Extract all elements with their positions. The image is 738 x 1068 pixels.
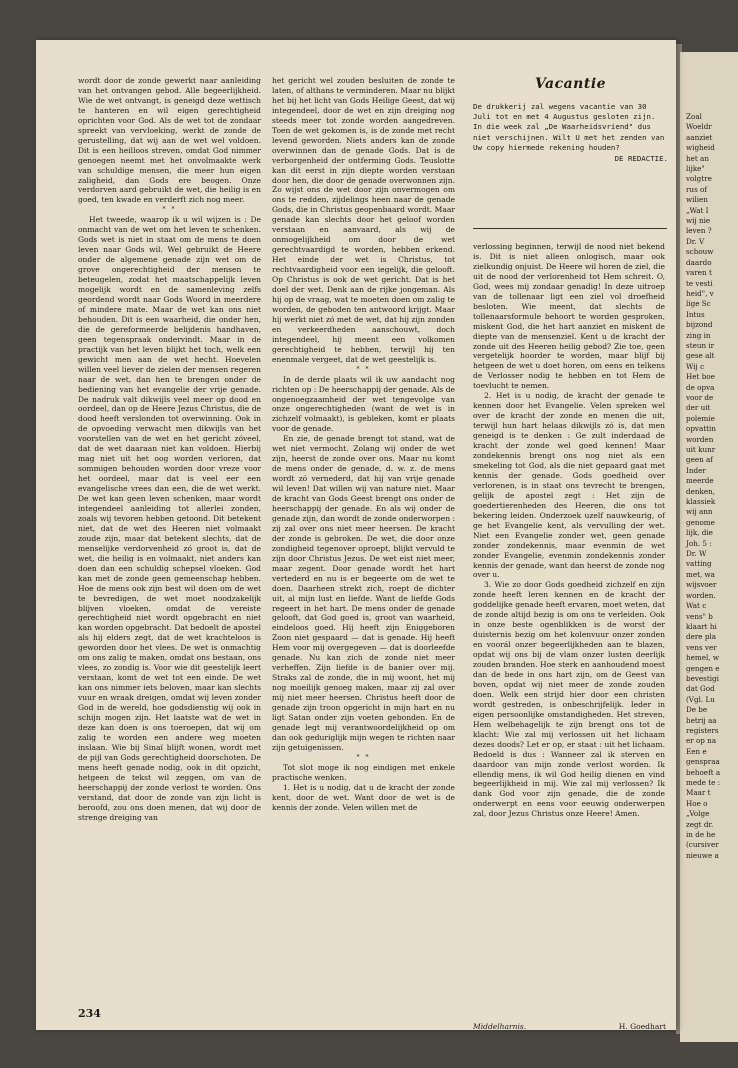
next-page-fragment: uit kunr xyxy=(686,445,716,454)
next-page-fragment: behoeft a xyxy=(686,767,721,777)
next-page-fragment: worden. xyxy=(686,590,716,600)
col1-paragraph-1: wordt door de zonde gewerkt naar aanleiding van het ontvangen gebod. Alle begeerlijkheid. Wie de wet ontvangt, is geneigd deze wettisch te hanteren en wil eigen gerechtigheid oprichten voor God. Als de wet tot de zondaar spreekt van vervloeking, werkt de zonde de gerustelling, dat wij aan de wet wel voldoen. Dit is een heilloos streven, omdat God nimmer genoegen neemt met het onvolmaakte werk van schuldige mensen, die meer hun eigen zaligheid, dan Gods ere beogen. Onze verdorven aard gebruikt de wet, die heilig is en goed, ten kwade en verderft zich nog meer. xyxy=(78,76,261,205)
next-page-fragment: genome xyxy=(686,517,715,527)
next-page-fragment: Zoal xyxy=(686,112,702,121)
next-page-fragment: meerde xyxy=(686,476,714,486)
column-1 xyxy=(78,76,261,822)
next-page-fragment: in de he xyxy=(686,830,716,840)
column-2 xyxy=(272,76,455,813)
col2-paragraph-2: In de derde plaats wil ik uw aandacht nog richten op : De heerschappij der genade. Als de ongenoegzaamheid der wet tengevolge van onze ongerechtigheden (want de wet is in zichzelf volmaakt), is gebleken, komt er plaats voor de genade. xyxy=(272,374,455,434)
next-page-fragment: Het boe xyxy=(686,372,715,382)
next-page-fragment: worden xyxy=(686,434,714,444)
next-page-fragment: lijk, die xyxy=(686,528,713,538)
section-separator: * * xyxy=(162,206,177,214)
section-separator: * * xyxy=(356,753,371,761)
next-page-fragment: hetrij aa xyxy=(686,715,717,725)
author-signature: H. Goedhart xyxy=(618,1022,666,1031)
next-page-fragment: genspraa xyxy=(686,757,720,767)
next-page-fragment: rus of xyxy=(686,184,708,194)
notice-divider xyxy=(473,228,667,229)
next-page-fragment: het an xyxy=(686,153,709,163)
next-page-fragment: vens" b xyxy=(686,611,713,621)
col2-paragraph-1: het gericht wel zouden besluiten de zonde te laten, of althans te verminderen. Maar nu blijkt het bij het licht van Gods Heilige Geest, dat wij integendeel, door de wet en zijn dreiging nog steeds meer tot zonde worden aangedreven. Toen de wet gekomen is, is de zonde met recht levend geworden. Niets anders kan de zonde overwinnen dan de genade Gods. Dat is de verborgenheid der ontferming Gods. Teuslotte kan dit eerst in zijn diepte worden verstaan door hen, die door de genade overwonnen zijn. Zo wijst ons de wet door zijn onvermogen om ons te redden, zijdelings heen naar de genade Gods, die in Christus geopenbaard wordt. Maar genade kan slechts door het geloof worden verstaan en aanvaard, als wij de onmogelijkheid om door de wet gerechtvaardigd te worden, hebben erkend. Het einde der wet is Christus, tot rechtvaardigheid voor een iegelijk, die gelooft. Op Christus is ook de wet gericht. Dat is het doel der wet. Denk aan de rijke jongeman. Als hij op de vraag, wat te moeten doen om zalig te worden, de geboden ten antwoord krijgt. Maar hij werkt niet zó met de wet, dat hij zijn zonden en verkeerdheden aanschouwt, doch integendeel, hij meent een volkomen gerechtigheid te hebben, terwijl hij ten enenmale vergeet, dat de wet geestelijk is. xyxy=(272,76,455,364)
vacation-notice xyxy=(473,76,668,163)
next-page-fragment: (cursiver xyxy=(686,840,719,850)
next-page-fragment: Wij c xyxy=(686,361,705,371)
next-page-fragment: lijke" xyxy=(686,164,705,174)
next-page-fragment: Dr. W xyxy=(686,549,707,559)
next-page-fragment: opvattin xyxy=(686,424,716,434)
next-page-fragment: daardo xyxy=(686,257,712,267)
column-3 xyxy=(473,242,665,819)
next-page-fragment: klassiek xyxy=(686,497,716,507)
next-page-fragment: Een e xyxy=(686,746,707,756)
next-page-fragment: bijzond xyxy=(686,320,713,330)
next-page-fragment: Joh. 5 : xyxy=(686,538,712,548)
next-page-fragment: registers xyxy=(686,725,719,735)
place-name: Middelharnis. xyxy=(473,1022,527,1031)
next-page-text-fragments xyxy=(686,112,720,861)
next-page-fragment: wij nie xyxy=(686,216,711,226)
next-page-fragment: Hoe o xyxy=(686,798,708,808)
next-page-fragment: bevestigi xyxy=(686,673,719,683)
next-page-fragment: „Volge xyxy=(686,809,710,819)
next-page-fragment: denken, xyxy=(686,486,716,496)
notice-body: De drukkerij zal wegens vacantie van 30 Juli tot en met 4 Augustus gesloten zijn. In die week zal „De Waarheidsvriend" dus niet verschijnen. Wilt U met het zenden van Uw copy hiermede rekening houden? xyxy=(473,102,665,152)
next-page-fragment: „Wat I xyxy=(686,205,709,215)
col3-paragraph-1: verlossing beginnen, terwijl de nood niet bekend is. Dit is niet alleen onlogisch, maar ook zielkundig onjuist. De Heere wil horen de ziel, die uit de nood der verlorenheid tot Hem schreit. O, God, wees mij zondaar genadig! In deze uitroep van de tollenaar ligt een ziel vol droefheid besloten. Wie meent, dat slechts de tollenaarsformule behoort te worden gesproken, miskent God, die het hart aanziet en miskent de diepte van de mensenziel. Kent u de kracht der zonde uit des Heeren heilig gebod? Zie toe, geen vergetelijk hoorder te worden, maar blijf bij hetgeen de wet u doet horen, om eens en telkens de Verlosser nodig te hebben en tot Hem de toevlucht te nemen. xyxy=(473,242,665,391)
next-page-fragment: mede te : xyxy=(686,778,721,787)
next-page-fragment: wij ann xyxy=(686,507,713,517)
notice-title: Vacantie xyxy=(534,76,607,92)
next-page-fragment: polemie xyxy=(686,413,715,423)
col2-paragraph-5: 1. Het is u nodig, dat u de kracht der zonde kent, door de wet. Want door de wet is de kennis der zonde. Velen willen met de xyxy=(272,782,455,812)
next-page-fragment: wigheid xyxy=(686,143,715,153)
next-page-edge xyxy=(680,52,738,1042)
section-separator: * * xyxy=(356,365,371,373)
col2-paragraph-3: En zie, de genade brengt tot stand, wat de wet niet vermocht. Zolang wij onder de wet zijn, heerst de zonde over ons. Maar nu komt de mens onder de genade, d. w. z. de mens wordt zó vernederd, dat hij van vrije genade wil leven! Dat willen wij van nature niet. Maar de kracht van Gods Geest brengt ons onder de heerschappij der genade. En als wij onder de genade zijn, dan wordt de zonde onderworpen : zij zal over ons niet meer heersen. De kracht der zonde is gebroken. De wet, die door onze zondigheid tegenover oproept, blijkt vervuld te zijn door Christus Jezus. De wet eist niet meer, maar zegent. Door genade wordt het hart vertederd en nu is er begeerte om de wet te doen. Daarheen strekt zich, roept de dichter uit, al mijn lust en liefde. Want de liefde Gods regeert in het hart. De mens onder de genade gelooft, dat God goed is, groot van waarheid, eindeloos goed. Hij heeft zijn Eniggeboren Zoon niet gespaard — dat is genade. Hij heeft Hem voor mij overgegeven — dat is doorleefde genade. Nu kan zich de zonde niet meer verheffen. Zijn liefde is de banier over mij. Straks zal de zonde, die in mij woont, het mij nog moeilijk genoeg maken, maar zij zal over mij niet meer heersen. Christus heeft door de genade zijn troon opgericht in mijn hart en nu ligt Satan onder zijn voeten gebonden. En de genade legt mij verantwoordelijkheid op om dan ook geduriglijk mijn wegen te richten naar zijn getuigenissen. xyxy=(272,434,455,752)
col3-paragraph-3: 3. Wie zo door Gods goedheid zichzelf en zijn zonde heeft leren kennen en de kracht der goddelijke genade heeft ervaren, moet weten, dat de zonde altijd bezig is om ons te verleiden. Ook in onze beste ogenblikken is de worst der duisternis bezig om het kolenvuur onzer zonden en voorál onzer begeerlijkheden aan te blazen, opdat wij ons bij de vlam onzer lusten deerlijk zouden branden. Hoe sterk en aanhoudend moest dan de bede in ons hart zijn, om de Geest van boven, opdat wij niet meer de zonde zouden doen. Welk een strijd hier door een christen wordt gestreden, is onbeschrijfelijk. Ieder in eigen persoonlijke omstandigheden. Het streven, Hem welbehagelijk te zijn brengt ons tot de klacht: Wie zal mij verlossen uit het lichaam dezes doods? Let er op, er staat : uit het lichaam. Bedoeld is dus : Wanneer zal ik sterven en daardoor van mijn zonde verlost worden. Ik ellendig mens, ik wil God heilig dienen en vind begeerlijkheid in mij. Wie zal mij verlossen? Ik dank God voor zijn genade, die de zonde onderwerpt en eens voor eeuwig onderwerpen zal, door Jezus Christus onze Heere! Amen. xyxy=(473,580,665,819)
next-page-fragment: met, wa xyxy=(686,569,715,579)
next-page-fragment: heid", v xyxy=(686,288,714,298)
next-page-fragment: geen af xyxy=(686,455,713,465)
next-page-fragment: aanziet xyxy=(686,132,713,142)
next-page-fragment: vens ver xyxy=(686,642,717,652)
next-page-fragment: leven ? xyxy=(686,226,712,236)
next-page-fragment: de opva xyxy=(686,382,715,392)
col1-paragraph-2: Het tweede, waarop ik u wil wijzen is : De onmacht van de wet om het leven te schenken. Gods wet is niet in staat om de mens te doen leven naar Gods wil. Wel gebruikt de Heere onder de algemene genade zijn wet om de grove ongerechtigheid der mensen te beteugelen, zodat het maatschappelijk leven mogelijk wordt en de samenleving zelfs geordend wordt naar Gods Woord in meerdere of mindere mate. Maar de wet kan ons niet behouden. Dit is een waarheid, die onder hen, die de gereformeerde belijdenis handhaven, geen tegenspraak ondervindt. Maar in de practijk van het leven blijkt het toch, welk een gewicht men aan de wet hecht. Hoevelen willen veel liever de zielen der mensen regeren naar de wet, dan hen te brengen onder de bediening van het evangelie der vrije genade. De nadruk valt dikwijls veel meer op dood en oordeel, dan op de Heere Jezus Christus, die de dood heeft verslonden tot overwinning. Ook in de opvoeding verwacht men dikwijls van het voorstellen van de wet en het gericht zóveel, dat de wet daaraan niet kan voldoen. Hierbij mag niet uit het oog worden verloren, dat sommigen behouden worden door vreze voor het oordeel, maar dat is veel eer een evangelische vrees dan een, die de wet werkt. De wet kan geen leven schenken, maar wordt integendeel aanleiding tot allerlei zonden, zoals wij tevoren hebben getoond. Dit betekent niet, dat de wet des Heeren niet volmaakt zoude zijn, maar dat betekent slechts, dat de menselijke verdorvenheid zó groot is, dat de wet, die heilig is en volmaakt, niet anders kan doen dan een schuldig schepsel vloeken. God kan met de zonde geen gemeenschap hebben. Hoe de mens ook zijn best wil doen om de wet te bevredigen, de wet moet noodzakelijk blijven vloeken, omdat de vereiste gerechtigheid niet wordt opgebracht en niet kan worden opgebracht. Dat bedoelt de apostel als hij elders zegt, dat de wet krachteloos is geworden door het vlees. De wet is onmachtig om ons zalig te maken, omdat ons bestaan, ons vlees, zo zondig is. Voor wie dit geestelijk leert verstaan, komt de wet tot een einde. De wet kan ons nimmer iets beloven, maar kan slechts vuur en wraak dreigen, omdat wij leven zonder God in de wereld, hoe godsdienstig wij ook in schijn mogen zijn. Het laatste wat de wet in deze kan doen is ons toeroepen, dat wij om zalig te worden een andere weg moeten inslaan. Wie bij Sinaï blijft wonen, wordt met de pijl van Gods gerechtigheid doorschoten. De mens heeft genade nodig, ook in dit opzicht, hetgeen de tekst wil zeggen, om van de heerschappij der zonde verlost te worden. Ons verstand, dat door de zonde van zijn licht is beroofd, zou ons doen menen, dat wij door de strenge dreiging van xyxy=(78,215,261,822)
next-page-fragment: zegt dr. xyxy=(686,819,714,829)
col2-paragraph-4: Tot slot moge ik nog eindigen met enkele practische wenken. xyxy=(272,762,455,782)
next-page-fragment: klaart hi xyxy=(686,621,717,631)
next-page-fragment: hemel, w xyxy=(686,653,719,663)
next-page-fragment: dat God xyxy=(686,684,715,694)
next-page-fragment: varen t xyxy=(686,268,712,278)
next-page-fragment: dere pla xyxy=(686,632,717,642)
next-page-fragment: De be xyxy=(686,705,708,715)
next-page-fragment: Woeldr xyxy=(686,122,712,132)
next-page-fragment: wijsvoer xyxy=(686,580,717,590)
next-page-fragment: Wat c xyxy=(686,601,707,611)
next-page-fragment: voor de xyxy=(686,392,714,402)
next-page-fragment: gese alt xyxy=(686,351,715,361)
notice-signature: DE REDACTIE. xyxy=(614,154,668,164)
next-page-fragment: Maar t xyxy=(686,788,711,798)
magazine-page xyxy=(36,40,676,1030)
next-page-fragment: lige Sc xyxy=(686,299,711,309)
next-page-fragment: der uit xyxy=(686,403,711,413)
next-page-fragment: Intus xyxy=(686,309,705,319)
next-page-fragment: zing in xyxy=(686,330,711,340)
next-page-fragment: er op na xyxy=(686,736,717,746)
next-page-fragment: Inder xyxy=(686,465,706,475)
next-page-fragment: Dr. V xyxy=(686,236,705,246)
next-page-fragment: (Vgl. Lu xyxy=(686,694,715,704)
next-page-fragment: volgtre xyxy=(686,174,712,184)
next-page-fragment: vatting xyxy=(686,559,712,569)
next-page-fragment: gengen e xyxy=(686,663,720,673)
next-page-fragment: schouw xyxy=(686,247,714,257)
next-page-fragment: nieuwe a xyxy=(686,850,719,860)
next-page-fragment: steun ir xyxy=(686,340,715,350)
page-number: 234 xyxy=(78,1007,101,1020)
next-page-fragment: wilien xyxy=(686,195,708,205)
col3-paragraph-2: 2. Het is u nodig, de kracht der genade te kennen door het Evangelie. Velen spreken wel over de kracht der zonde en menen die uit, terwijl hun hart helaas dikwijls zó is, dat men geneigd is te denken : Ge zult inderdaad de kracht der zonde wel goed kennen! Maar zondekennis brengt ons nog niet als een smekeling tot God, als die niet gepaard gaat met kennis der genade. Gods goedheid over verlorenen, is in staat ons tevrecht te brengen, gelijk de apostel zegt : Het zijn de goedertierenheden des Heeren, die ons tot bekering leiden. Onderzoek uzelf nauwkeurig, of ge het Evangelie kent, als vervulling der wet. Niet een Evangelie zonder wet, geen genade zonder zondekennis, maar evenmin de wet zonder Evangelie, evenmin zondekennis zonder kennis der genade, want dan heerst de zonde nog over u. xyxy=(473,391,665,580)
next-page-fragment: te vesti xyxy=(686,278,713,288)
